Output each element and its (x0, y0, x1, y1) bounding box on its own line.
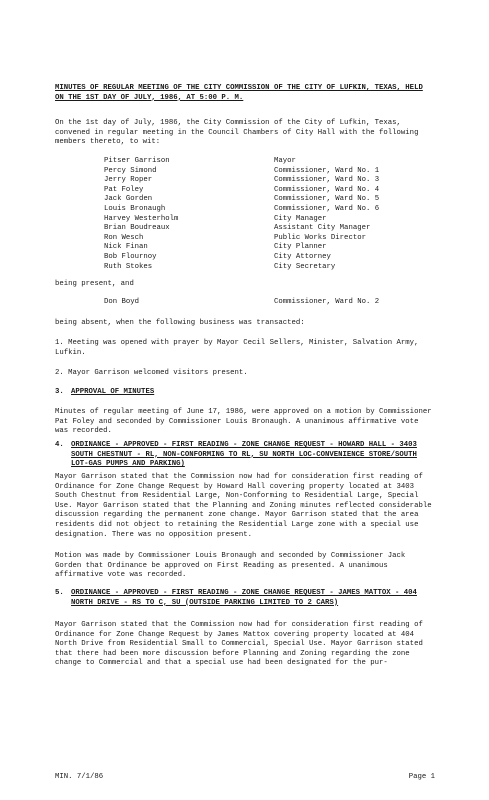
member-title: Commissioner, Ward No. 2 (274, 298, 380, 306)
member-title: City Attorney (274, 252, 331, 261)
minutes-title: MINUTES OF REGULAR MEETING OF THE CITY COMMISSION OF THE CITY OF LUFKIN, TEXAS, HELD ON THE 1ST DAY OF JULY, 1986, AT 5:00 P. M. (55, 84, 423, 102)
footer-page-number: Page 1 (408, 773, 435, 781)
roster-row (104, 234, 434, 244)
roster-row (104, 157, 434, 167)
member-name: Ron Wesch (104, 233, 144, 242)
page-footer (55, 773, 435, 783)
member-title: Mayor (274, 157, 296, 165)
item-2-welcome: 2. Mayor Garrison welcomed visitors present. (55, 369, 248, 377)
item-5-heading (55, 589, 435, 608)
roster-row (104, 298, 434, 308)
item-4-title: ORDINANCE - APPROVED - FIRST READING - ZONE CHANGE REQUEST - HOWARD HALL - 3403 SOUTH CHESTNUT - RL, NON-CONFORMING TO RL, SU NORTH LOC-CONVENIENCE STORE/SOUTH LOT-GAS PUMPS AND PARKING) (71, 441, 417, 469)
footer-date: MIN. 7/1/86 (55, 773, 104, 781)
member-title: City Secretary (274, 262, 336, 271)
member-title: Commissioner, Ward No. 6 (274, 204, 380, 213)
item-4-heading (55, 441, 435, 470)
roster-row (104, 243, 434, 253)
member-name: Don Boyd (104, 298, 140, 306)
member-name: Ruth Stokes (104, 262, 153, 271)
member-title: City Planner (274, 243, 327, 252)
member-title: Public Works Director (274, 233, 366, 242)
member-name: Harvey Westerholm (104, 214, 179, 223)
roster-row (104, 195, 434, 205)
member-name: Bob Flournoy (104, 252, 157, 261)
member-name: Louis Bronaugh (104, 204, 166, 213)
member-title: Commissioner, Ward No. 5 (274, 195, 380, 204)
member-name: Jerry Roper (104, 176, 153, 185)
item-3-title: APPROVAL OF MINUTES (71, 388, 155, 396)
item-5-paragraph-1: Mayor Garrison stated that the Commission now had for consideration first reading of Ordinance for Zone Change Request by James Mattox covering property located at 404 North Drive from Residential Small to Commercial, Special Use. Mayor Garrison stated that there had been more discussion before Planning and Zoning regarding the zone change to Commercial and that a special use had been designated for the pur- (55, 621, 423, 668)
roster-row (104, 205, 434, 215)
member-name: Percy Simond (104, 166, 157, 175)
member-name: Pat Foley (104, 185, 144, 194)
roster-row (104, 253, 434, 263)
member-title: Commissioner, Ward No. 4 (274, 185, 380, 194)
roster-row (104, 176, 434, 186)
item-1-prayer: 1. Meeting was opened with prayer by Mayor Cecil Sellers, Minister, Salvation Army, Lufkin. (55, 339, 419, 357)
item-4-number: 4. (55, 441, 64, 449)
member-name: Pitser Garrison (104, 157, 170, 165)
member-name: Nick Finan (104, 243, 148, 252)
member-title: Commissioner, Ward No. 3 (274, 176, 380, 185)
roster-row (104, 215, 434, 225)
item-4-paragraph-1: Mayor Garrison stated that the Commission now had for consideration first reading of Ordinance for Zone Change Request by Howard Hall covering property located at 3403 South Chestnut from Residential Large, Non-Conforming to Residential Large, Special Use. Mayor Garrison stated that the Planning and Zoning minutes reflected considerable discussion regarding the permanent zone change. Mayor Garrison stated that the area residents did not object to retaining the Residential Large zone with a special use designation. There was no opposition present. (55, 473, 432, 539)
item-3-number: 3. (55, 388, 64, 396)
roster-row (104, 186, 434, 196)
intro-paragraph: On the 1st day of July, 1986, the City Commission of the City of Lufkin, Texas, convened in regular meeting in the Council Chambers of City Hall with the following members thereto, to wit: (55, 119, 419, 147)
absent-roster (104, 298, 434, 308)
member-title: City Manager (274, 214, 327, 223)
item-5-number: 5. (55, 589, 64, 597)
roster-row (104, 263, 434, 273)
item-4-paragraph-2: Motion was made by Commissioner Louis Bronaugh and seconded by Commissioner Jack Gorden that Ordinance be approved on First Reading as presented. A unanimous affirmative vote was recorded. (55, 552, 406, 580)
item-3-heading (55, 388, 435, 398)
roster-row (104, 224, 434, 234)
item-5-title: ORDINANCE - APPROVED - FIRST READING - ZONE CHANGE REQUEST - JAMES MATTOX - 404 NORTH DRIVE - RS TO C, SU (OUTSIDE PARKING LIMITED TO 2 CARS) (71, 589, 417, 607)
item-3-body: Minutes of regular meeting of June 17, 1986, were approved on a motion by Commissioner Pat Foley and seconded by Commissioner Louis Bronaugh. A unanimous affirmative vote was recorded. (55, 408, 432, 436)
being-absent-line: being absent, when the following business was transacted: (55, 319, 305, 327)
member-name: Jack Gorden (104, 195, 153, 204)
being-present-line: being present, and (55, 280, 134, 288)
member-title: Assistant City Manager (274, 224, 371, 233)
roster-row (104, 167, 434, 177)
present-roster (104, 157, 434, 272)
member-name: Brian Boudreaux (104, 224, 170, 233)
member-title: Commissioner, Ward No. 1 (274, 166, 380, 175)
